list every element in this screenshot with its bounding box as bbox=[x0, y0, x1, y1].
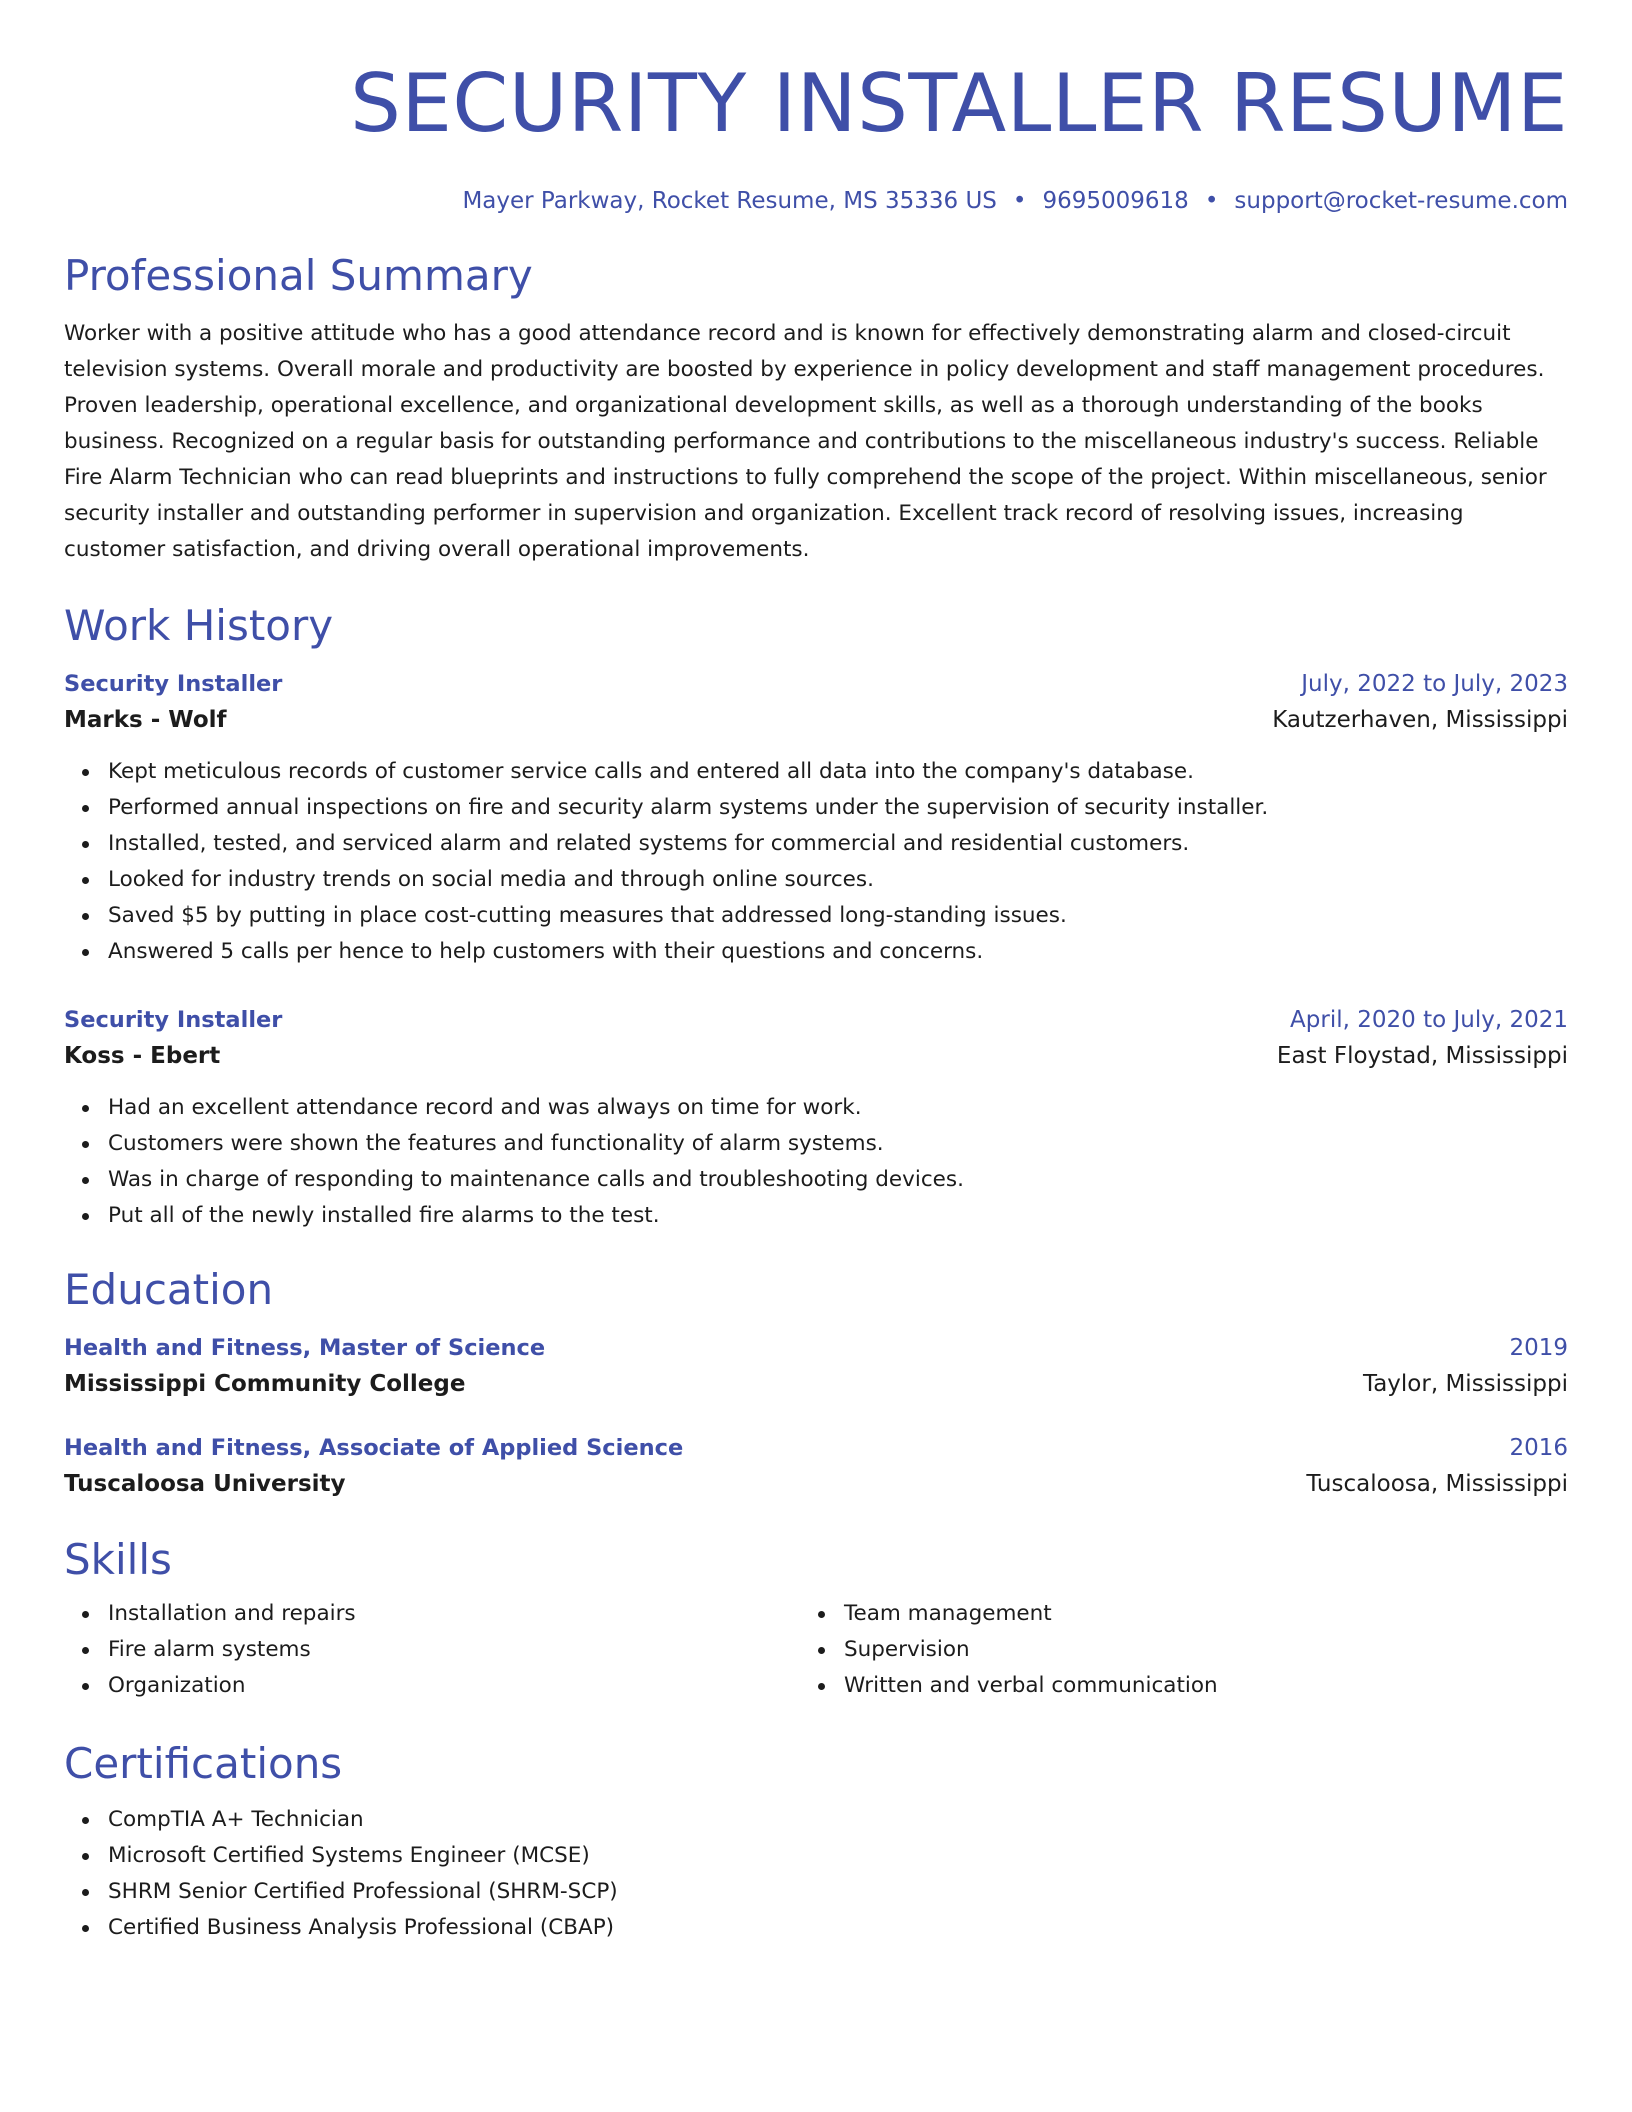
education-location: Taylor, Mississippi bbox=[1362, 1371, 1568, 1397]
job-bullet: Put all of the newly installed fire alarms to the test. bbox=[108, 1198, 1568, 1234]
job-bullet: Was in charge of responding to maintenance calls and troubleshooting devices. bbox=[108, 1162, 1568, 1198]
certifications-list bbox=[64, 1802, 1568, 1946]
resume-title: SECURITY INSTALLER RESUME bbox=[350, 57, 1568, 150]
section-title-skills: Skills bbox=[64, 1535, 172, 1584]
education-entry bbox=[64, 1432, 1568, 1504]
education-school: Tuscaloosa University bbox=[64, 1471, 346, 1497]
education-school: Mississippi Community College bbox=[64, 1371, 466, 1397]
skill-item: Fire alarm systems bbox=[108, 1632, 800, 1668]
skill-item: Installation and repairs bbox=[108, 1596, 800, 1632]
section-title-education: Education bbox=[64, 1265, 274, 1314]
contact-email[interactable]: support@rocket-resume.com bbox=[1234, 188, 1568, 214]
job-role: Security Installer bbox=[64, 1007, 283, 1033]
section-title-summary: Professional Summary bbox=[64, 251, 533, 300]
work-entry bbox=[64, 668, 1568, 970]
certification-item: Certified Business Analysis Professional (CBAP) bbox=[108, 1910, 1568, 1946]
job-bullet: Performed annual inspections on fire and security alarm systems under the supervision of security installer. bbox=[108, 790, 1568, 826]
contact-separator: • bbox=[1012, 188, 1027, 214]
skills-list-left bbox=[64, 1596, 800, 1704]
certification-item: SHRM Senior Certified Professional (SHRM-SCP) bbox=[108, 1874, 1568, 1910]
job-bullet: Customers were shown the features and functionality of alarm systems. bbox=[108, 1126, 1568, 1162]
section-title-work-history: Work History bbox=[64, 601, 334, 650]
job-location: Kautzerhaven, Mississippi bbox=[1272, 707, 1568, 733]
job-bullets bbox=[64, 754, 1568, 970]
skill-item: Organization bbox=[108, 1668, 800, 1704]
job-company: Koss - Ebert bbox=[64, 1043, 221, 1069]
job-dates: April, 2020 to July, 2021 bbox=[1290, 1007, 1568, 1033]
summary-text: Worker with a positive attitude who has a good attendance record and is known for effectively demonstrating alarm and closed-circuit television systems. Overall morale and productivity are boosted by experience in policy development and staff management procedures. Proven leadership, operational excellence, and organizational development skills, as well as a thorough understanding of the books business. Recognized on a regular basis for outstanding performance and contributions to the miscellaneous industry's success. Reliable Fire Alarm Technician who can read blueprints and instructions to fully comprehend the scope of the project. Within miscellaneous, senior security installer and outstanding performer in supervision and organization. Excellent track record of resolving issues, increasing customer satisfaction, and driving overall operational improvements. bbox=[64, 321, 1547, 562]
education-year: 2016 bbox=[1509, 1435, 1568, 1461]
job-bullet: Looked for industry trends on social media and through online sources. bbox=[108, 862, 1568, 898]
contact-separator: • bbox=[1204, 188, 1219, 214]
job-bullet: Kept meticulous records of customer service calls and entered all data into the company's database. bbox=[108, 754, 1568, 790]
skills-grid bbox=[64, 1596, 1568, 1704]
contact-phone[interactable]: 9695009618 bbox=[1042, 188, 1189, 214]
job-bullet: Installed, tested, and serviced alarm and related systems for commercial and residential customers. bbox=[108, 826, 1568, 862]
job-location: East Floystad, Mississippi bbox=[1276, 1043, 1568, 1069]
job-bullets bbox=[64, 1090, 1568, 1234]
education-degree: Health and Fitness, Master of Science bbox=[64, 1335, 546, 1361]
work-entry bbox=[64, 1004, 1568, 1234]
certification-item: CompTIA A+ Technician bbox=[108, 1802, 1568, 1838]
job-dates: July, 2022 to July, 2023 bbox=[1301, 671, 1568, 697]
contact-line bbox=[64, 186, 1568, 216]
education-location: Tuscaloosa, Mississippi bbox=[1306, 1471, 1568, 1497]
contact-address: Mayer Parkway, Rocket Resume, MS 35336 US bbox=[462, 188, 997, 214]
job-company: Marks - Wolf bbox=[64, 707, 227, 733]
job-bullet: Saved $5 by putting in place cost-cutting measures that addressed long-standing issues. bbox=[108, 898, 1568, 934]
skill-item: Supervision bbox=[844, 1632, 1536, 1668]
skill-item: Written and verbal communication bbox=[844, 1668, 1536, 1704]
job-bullet: Had an excellent attendance record and was always on time for work. bbox=[108, 1090, 1568, 1126]
job-bullet: Answered 5 calls per hence to help customers with their questions and concerns. bbox=[108, 934, 1568, 970]
section-title-certifications: Certifications bbox=[64, 1739, 343, 1788]
education-year: 2019 bbox=[1509, 1335, 1568, 1361]
education-entry bbox=[64, 1332, 1568, 1404]
certification-item: Microsoft Certified Systems Engineer (MCSE) bbox=[108, 1838, 1568, 1874]
education-degree: Health and Fitness, Associate of Applied Science bbox=[64, 1435, 684, 1461]
job-role: Security Installer bbox=[64, 671, 283, 697]
skill-item: Team management bbox=[844, 1596, 1536, 1632]
skills-list-right bbox=[800, 1596, 1536, 1704]
